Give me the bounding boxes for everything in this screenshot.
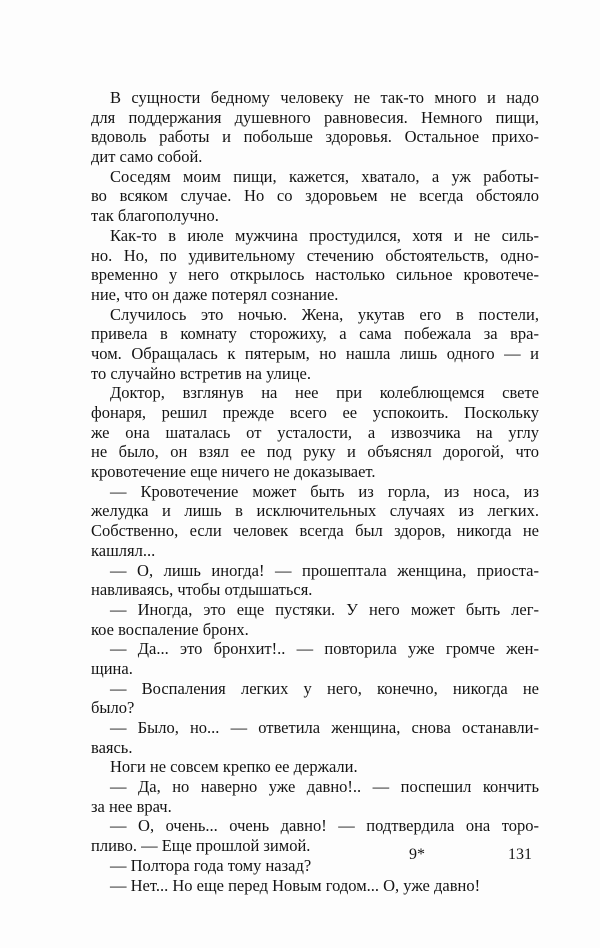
text-line: чом. Обращалась к пятерым, но нашла лишь одного — и <box>91 343 539 363</box>
text-line: Случилось это ночью. Жена, укутав его в постели, <box>110 304 539 324</box>
text-line: — Полтора года тому назад? <box>110 855 312 875</box>
paragraph <box>91 718 539 757</box>
text-line: дит само собой. <box>91 147 203 167</box>
text-line: же она шаталась от усталости, а извозчика на углу <box>91 422 539 442</box>
paragraph <box>91 561 539 600</box>
text-line: за нее врач. <box>91 796 172 816</box>
text-line: но. Но, по удивительному стечению обстоятельств, одно- <box>91 245 539 265</box>
text-line: ваясь. <box>91 737 133 757</box>
paragraph <box>91 383 539 481</box>
text-line: привела в комнату сторожиху, а сама побежала за вра- <box>91 324 539 344</box>
text-line: Ноги не совсем крепко ее держали. <box>110 757 358 777</box>
text-line: то случайно встретив на улице. <box>91 363 311 383</box>
text-line: так благополучно. <box>91 206 219 226</box>
text-line: — Воспаления легких у него, конечно, никогда не <box>110 678 539 698</box>
text-line: — О, очень... очень давно! — подтвердила она торо- <box>110 816 539 836</box>
paragraph <box>91 226 539 305</box>
text-line: во всяком случае. Но со здоровьем не всегда обстояло <box>91 186 539 206</box>
body-text <box>91 88 539 895</box>
text-line: кровотечение еще ничего не доказывает. <box>91 462 376 482</box>
text-line: ние, что он даже потерял сознание. <box>91 284 339 304</box>
text-line: вдоволь работы и побольше здоровья. Остальное прихо- <box>91 127 539 147</box>
text-line: кое воспаление бронх. <box>91 619 249 639</box>
text-line: — Было, но... — ответила женщина, снова останавли- <box>110 718 539 737</box>
text-line: пливо. — Еще прошлой зимой. <box>91 836 311 856</box>
printer-signature-mark: 9* <box>409 846 425 863</box>
text-line: — Да, но наверно уже давно!.. — поспешил кончить <box>110 777 539 797</box>
text-line: для поддержания душевного равновесия. Немного пищи, <box>91 107 539 127</box>
paragraph <box>91 757 539 777</box>
paragraph <box>91 679 539 718</box>
text-line: Собственно, если человек всегда был здоров, никогда не <box>91 521 539 541</box>
text-line: кашлял... <box>91 540 156 560</box>
text-line: — Нет... Но еще перед Новым годом... О, уже давно! <box>110 875 481 895</box>
text-line: Как-то в июле мужчина простудился, хотя и не силь- <box>110 225 539 245</box>
text-line: было? <box>91 698 135 718</box>
text-line: Доктор, взглянув на нее при колеблющемся свете <box>110 383 539 403</box>
text-line: не было, он взял ее под руку и объяснял дорогой, что <box>91 442 539 462</box>
text-line: желудка и лишь в исключительных случаях из легких. <box>91 501 539 521</box>
text-line: Соседям моим пищи, кажется, хватало, а уж работы- <box>110 166 539 186</box>
text-line: — Кровотечение может быть из горла, из носа, из <box>110 481 539 501</box>
paragraph <box>91 482 539 561</box>
paragraph <box>91 167 539 226</box>
text-line: — Да... это бронхит!.. — повторила уже громче жен- <box>110 639 539 659</box>
text-line: временно у него открылось настолько сильное кровотече- <box>91 265 539 285</box>
paragraph <box>91 777 539 816</box>
text-line: — Иногда, это еще пустяки. У него может быть лег- <box>110 599 539 619</box>
text-line: щина. <box>91 658 133 678</box>
paragraph <box>91 305 539 384</box>
paragraph <box>91 639 539 678</box>
paragraph <box>91 88 539 167</box>
page-footer <box>0 846 600 868</box>
paragraph <box>91 600 539 639</box>
paragraph <box>91 876 539 896</box>
text-line: — О, лишь иногда! — прошептала женщина, приоста- <box>110 560 539 580</box>
text-line: навливаясь, чтобы отдышаться. <box>91 580 313 600</box>
text-line: фонаря, решил прежде всего ее успокоить. Поскольку <box>91 403 539 422</box>
page-number: 131 <box>508 846 532 863</box>
text-line: В сущности бедному человеку не так-то много и надо <box>110 88 539 107</box>
